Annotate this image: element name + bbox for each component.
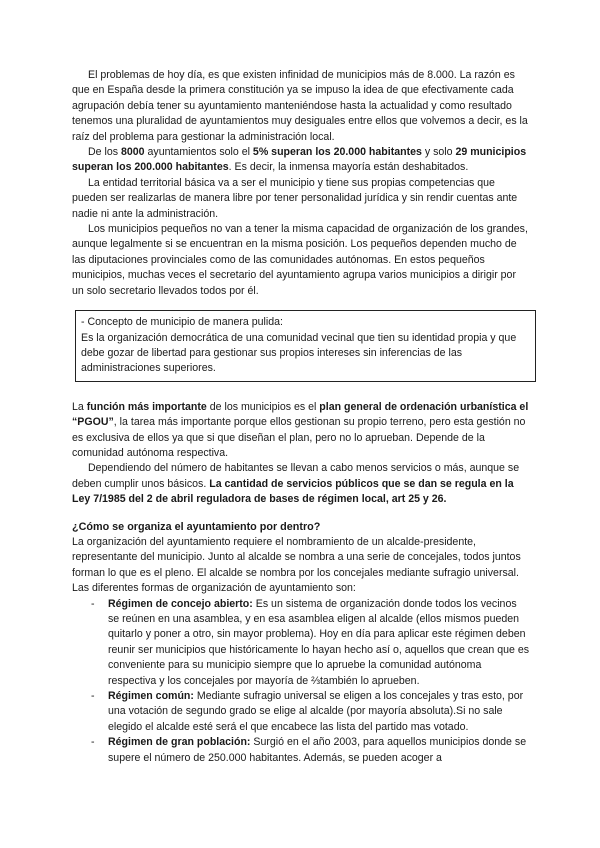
paragraph-organizacion-intro: La organización del ayuntamiento requiere el nombramiento de un alcalde-presidente, representante del municipio. Junto al alcalde se nombra a una serie de concejales, todos juntos forman lo que es el pleno. El alcalde se nombra por los concejales mediante sufragio universal. Las diferentes formas de organización de ayuntamiento son: (72, 535, 521, 595)
paragraph-municipios-problem: El problemas de hoy día, es que existen infinidad de municipios más de 8.000. La razón es que en España desde la primera constitución ya se impuso la idea de que efectivamente cada agrupación debía tener su ayuntamiento manteniéndose hasta la actualidad y como resultado tenemos una pluralidad de ayuntamientos muy desiguales entre ellos que volvemos a decir, es la raíz del problema para gestionar la administración local. (72, 69, 528, 143)
paragraph-entidad-territorial: La entidad territorial básica va a ser el municipio y tiene sus propias competencias que pueden ser realizarlas de manera libre por tener personalidad jurídica y sin rendir cuentas ante nadie ni ante la administración. (72, 176, 518, 220)
text-run: De los (88, 146, 121, 159)
document-body (72, 68, 530, 766)
text-run: . Es decir, la inmensa mayoría están deshabitados. (228, 161, 469, 174)
regimen-list (72, 597, 530, 766)
bold-run: función más importante (86, 400, 207, 413)
bold-run: 8000 (120, 146, 145, 159)
list-item-title: Régimen de concejo abierto: (108, 597, 253, 610)
bullet-dash: - (91, 736, 95, 749)
paragraph-servicios (72, 461, 530, 507)
text-run: Dependiendo del número de habitantes se llevan a cabo menos servicios o más, aunque se deben cumplir unos básicos. (72, 462, 520, 490)
paragraph-ayuntamientos-stats (72, 145, 530, 176)
text-run: La (72, 400, 87, 413)
definition-text: Es la organización democrática de una comunidad vecinal que tien su identidad propia y que debe gozar de libertad para gestionar sus propios intereses sin inferencias de las administraciones superiores. (81, 331, 517, 375)
list-item (72, 597, 530, 689)
bullet-dash: - (91, 597, 95, 610)
section-heading: ¿Cómo se organiza el ayuntamiento por dentro? (72, 520, 321, 533)
list-item-text: Surgió en el año 2003, para aquellos municipios donde se supere el número de 250.000 habitantes. Además, se pueden acoger a (108, 736, 527, 764)
text-run: , la tarea más importante porque ellos gestionan su propio terreno, pero esta gestión no es exclusiva de ellos ya que si que diseñan el plan, pero no lo aprueban. Depende de la comunidad autónoma respectiva. (72, 416, 526, 459)
list-item-title: Régimen de gran población: (108, 736, 251, 749)
list-item-text: Mediante sufragio universal se eligen a los concejales y tras esto, por una votación de segundo grado se elige al alcalde (por mayoría absoluta).Si no sale elegido el alcalde esté será el que encabece las lista del partido mas votado. (108, 690, 524, 733)
paragraph-funcion-pgou (72, 400, 530, 462)
list-item (72, 689, 530, 735)
bold-run: La cantidad de servicios públicos que se dan se regula en la Ley 7/1985 del 2 de abril reguladora de bases de régimen local, art 25 y 26. (72, 477, 514, 506)
bold-run: 5% superan los 20.000 habitantes (252, 146, 422, 159)
list-item-text: Es un sistema de organización donde todos los vecinos se reúnen en una asamblea, y en esa asamblea eligen al alcalde (ellos mismos pueden quitarlo y poner a otro, sin mayor problema). Hoy en día para aplicar este régimen deben reunir ser municipios que históricamente lo hayan hecho así o, aquellos que crean que es conveniente para su municipio siempre que lo apruebe la comunidad autónoma respectiva y los concejales por mayoría de ⅔también lo aprueben. (108, 597, 530, 687)
text-run: y solo (421, 146, 456, 159)
list-item-title: Régimen común: (108, 690, 194, 703)
definition-title: - Concepto de municipio de manera pulida: (81, 316, 283, 329)
text-run: de los municipios es el (206, 400, 320, 413)
bold-run: plan general de ordenación urbanística el “PGOU” (72, 400, 529, 429)
definition-box (75, 310, 536, 382)
list-item (72, 735, 530, 766)
text-run: ayuntamientos solo el (144, 146, 253, 159)
bullet-dash: - (91, 690, 95, 703)
bold-run: 29 municipios superan los 200.000 habitantes (72, 146, 527, 174)
paragraph-municipios-pequenos: Los municipios pequeños no van a tener la misma capacidad de organización de los grandes, aunque legalmente si se encuentran en la misma posición. Los pequeños dependen mucho de las diputaciones provinciales como de las comunidades autónomas. En estos pequeños municipios, muchas veces el secretario del ayuntamiento agrupa varios municipios a dirigir por un solo secretario llevados todos por él. (72, 223, 528, 297)
